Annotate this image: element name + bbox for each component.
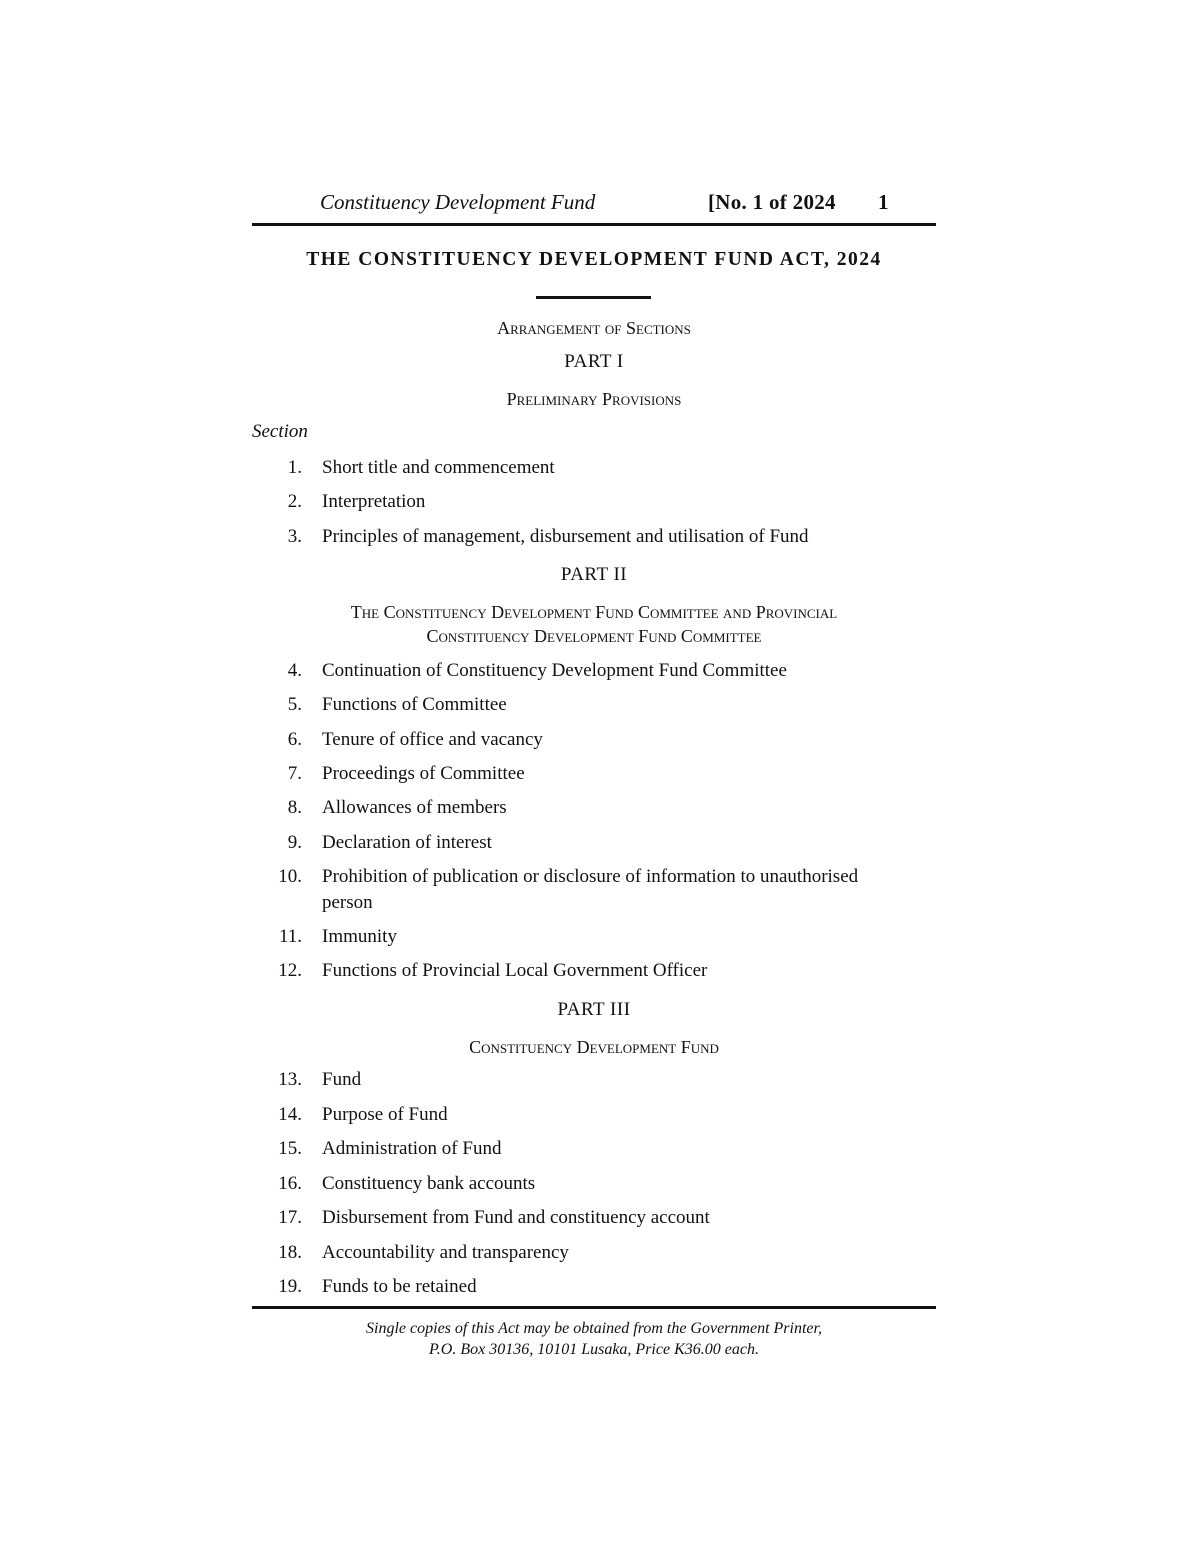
section-number: 3. [287, 526, 302, 547]
header-rule [252, 223, 936, 226]
section-title: Constituency bank accounts [322, 1173, 536, 1194]
footer-note [252, 1318, 936, 1360]
section-number: 13. [278, 1069, 302, 1090]
act-title: THE CONSTITUENCY DEVELOPMENT FUND ACT, 2024 [306, 249, 882, 270]
section-title: Principles of management, disbursement and utilisation of Fund [322, 526, 809, 547]
part-3-label: PART III [557, 999, 631, 1020]
section-number: 14. [278, 1104, 302, 1125]
section-title: Interpretation [322, 491, 426, 512]
footer-line-2: P.O. Box 30136, 10101 Lusaka, Price K36.00 each. [429, 1341, 759, 1358]
section-number: 5. [287, 694, 302, 715]
running-title: Constituency Development Fund [320, 190, 596, 214]
section-title-line1: Prohibition of publication or disclosure of information to unauthorised [322, 866, 859, 887]
part-2-label: PART II [560, 564, 628, 585]
footer-line-1: Single copies of this Act may be obtained from the Government Printer, [366, 1320, 822, 1337]
section-column-label: Section [252, 421, 308, 442]
footer-rule [252, 1306, 936, 1309]
section-number: 10. [278, 866, 302, 887]
section-title: Short title and commencement [322, 457, 555, 478]
arrangement-heading: Arrangement of Sections [497, 318, 691, 338]
section-title: Declaration of interest [322, 832, 492, 853]
section-number: 17. [278, 1207, 302, 1228]
section-number: 8. [287, 797, 302, 818]
section-title: Proceedings of Committee [322, 763, 525, 784]
section-number: 1. [287, 457, 302, 478]
part-1-label: PART I [564, 351, 624, 372]
section-number: 4. [287, 660, 302, 681]
section-title: Tenure of office and vacancy [322, 729, 543, 750]
section-number: 12. [278, 960, 302, 981]
act-number: [No. 1 of 2024 [708, 190, 836, 214]
section-title: Continuation of Constituency Development Fund Committee [322, 660, 787, 681]
section-title: Purpose of Fund [322, 1104, 448, 1125]
section-title: Administration of Fund [322, 1138, 502, 1159]
part-3-heading: Constituency Development Fund [469, 1037, 719, 1057]
section-number: 6. [287, 729, 302, 750]
section-title: Allowances of members [322, 797, 507, 818]
section-title: Functions of Provincial Local Government Officer [322, 960, 708, 981]
page-number: 1 [878, 190, 889, 214]
running-header [252, 190, 936, 222]
section-title: Disbursement from Fund and constituency account [322, 1207, 710, 1228]
section-title: Funds to be retained [322, 1276, 477, 1297]
section-number: 15. [278, 1138, 302, 1159]
title-divider [536, 296, 651, 299]
section-title: Functions of Committee [322, 694, 507, 715]
section-number: 18. [278, 1242, 302, 1263]
section-number: 16. [278, 1173, 302, 1194]
section-title-line2: person [322, 892, 373, 913]
section-title: Fund [322, 1069, 362, 1090]
section-number: 9. [287, 832, 302, 853]
part-2-heading-line1: The Constituency Development Fund Committee and Provincial [350, 602, 838, 622]
part-1-heading: Preliminary Provisions [506, 389, 682, 409]
section-number: 19. [278, 1276, 302, 1297]
part-2-heading-line2: Constituency Development Fund Committee [426, 626, 762, 646]
section-number: 2. [287, 491, 302, 512]
section-number: 7. [287, 763, 302, 784]
section-number: 11. [278, 926, 302, 947]
section-title: Immunity [322, 926, 397, 947]
section-title: Accountability and transparency [322, 1242, 569, 1263]
